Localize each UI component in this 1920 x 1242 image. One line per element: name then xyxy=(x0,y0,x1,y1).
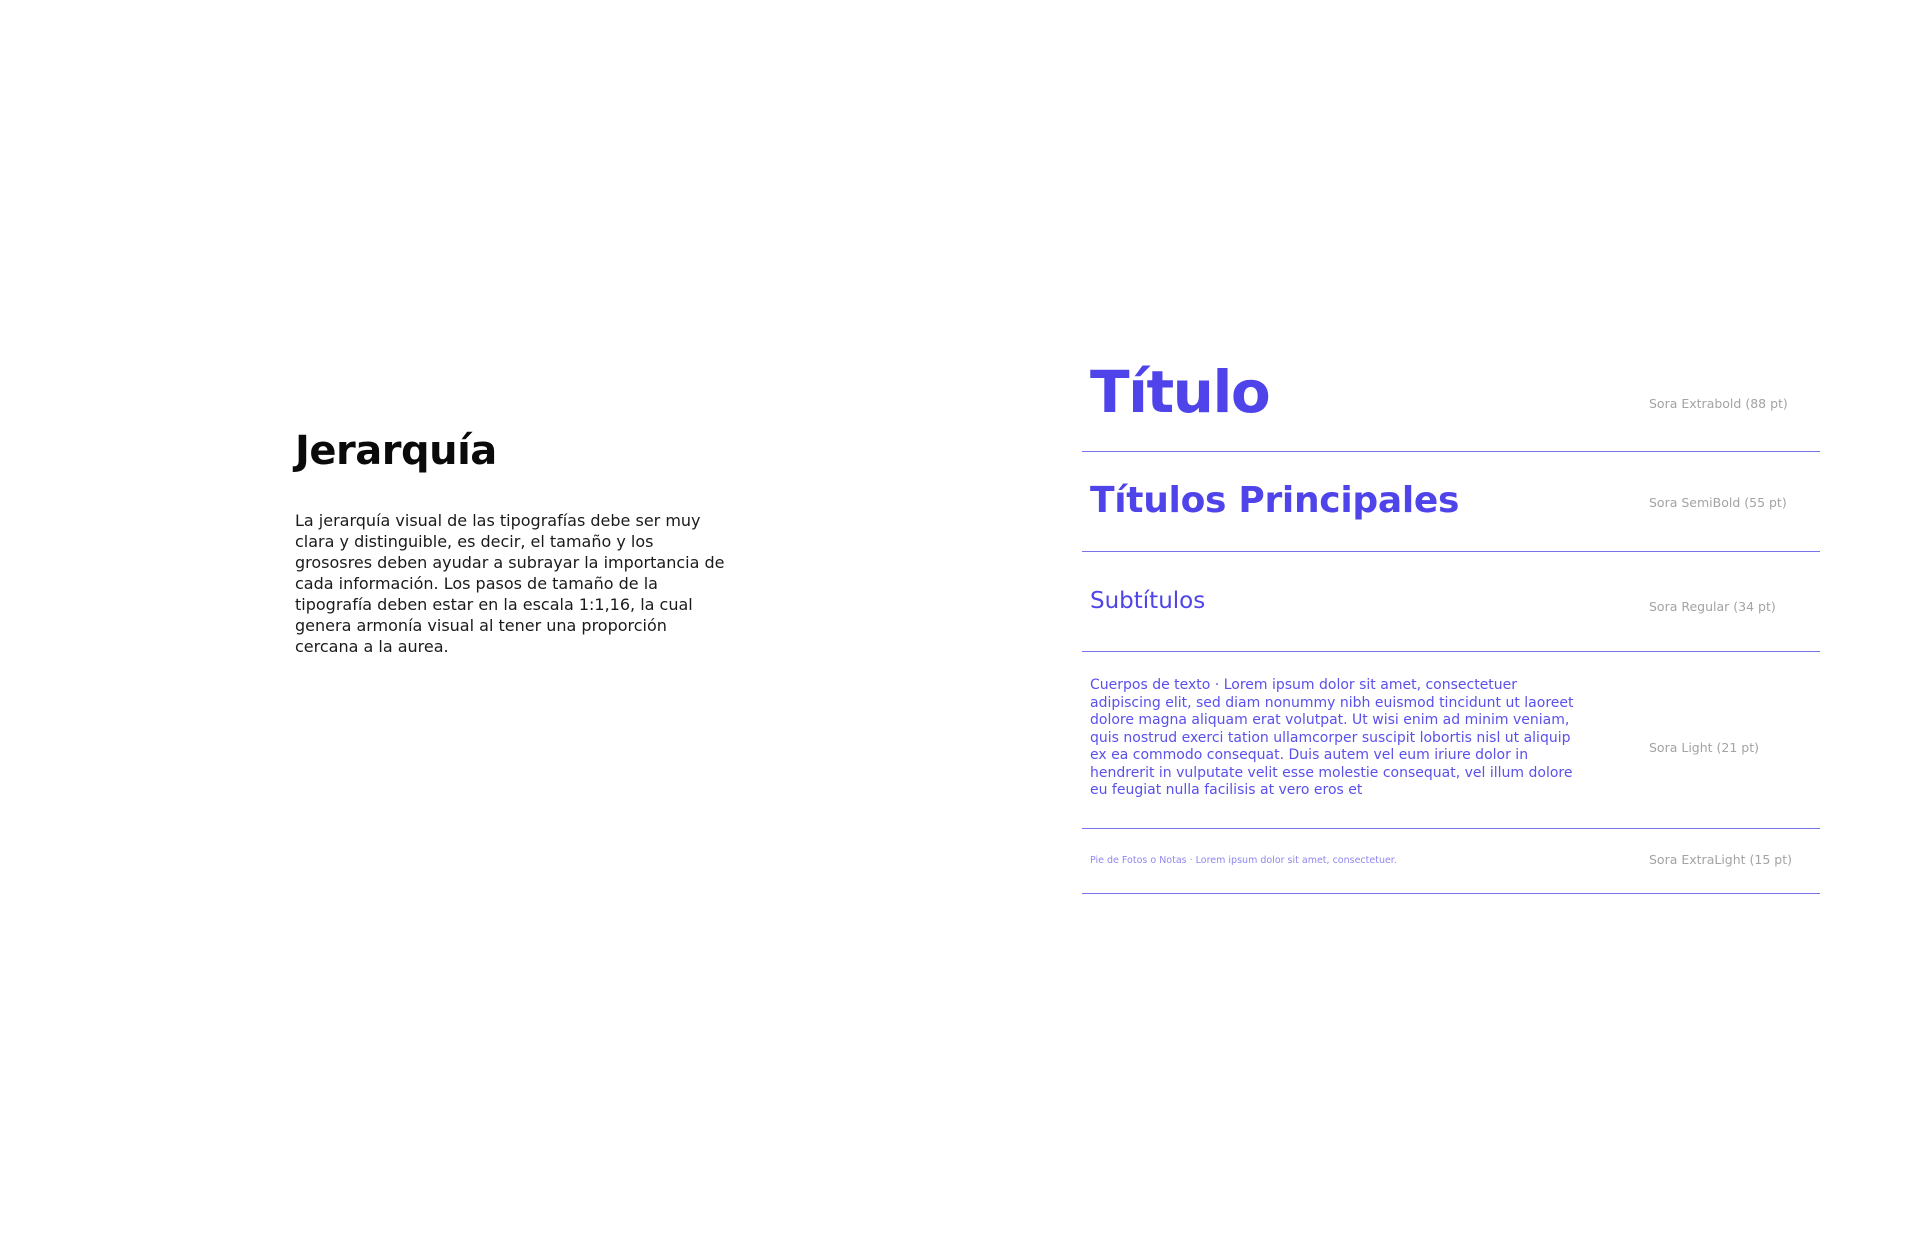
section-title: Jerarquía xyxy=(295,428,497,474)
type-sample-captions: Pie de Fotos o Notas · Lorem ipsum dolor sit amet, consectetuer. xyxy=(1090,855,1397,866)
type-row-body xyxy=(1082,652,1820,829)
type-spec-main-headings: Sora SemiBold (55 pt) xyxy=(1649,495,1787,510)
type-row-subtitles xyxy=(1082,552,1820,652)
type-spec-title: Sora Extrabold (88 pt) xyxy=(1649,396,1788,411)
type-sample-body: Cuerpos de texto · Lorem ipsum dolor sit amet, consectetuer adipiscing elit, sed diam nonummy nibh euismod tincidunt ut laoreet dolore magna aliquam erat volutpat. Ut wisi enim ad minim veniam, quis nostrud exerci tation ullamcorper suscipit lobortis nisl ut aliquip ex ea commodo consequat. Duis autem vel eum iriure dolor in hendrerit in vulputate velit esse molestie consequat, vel illum dolore eu feugiat nulla facilisis at vero eros et xyxy=(1090,677,1574,798)
type-row-captions xyxy=(1082,829,1820,894)
type-sample-main-headings: Títulos Principales xyxy=(1090,480,1460,521)
type-spec-body: Sora Light (21 pt) xyxy=(1649,740,1759,755)
type-row-main-headings xyxy=(1082,452,1820,552)
type-spec-captions: Sora ExtraLight (15 pt) xyxy=(1649,852,1792,867)
type-spec-subtitles: Sora Regular (34 pt) xyxy=(1649,599,1776,614)
type-sample-subtitles: Subtítulos xyxy=(1090,588,1206,614)
section-description: La jerarquía visual de las tipografías debe ser muy clara y distinguible, es decir, el tamaño y los grososres deben ayudar a subrayar la importancia de cada información. Los pasos de tamaño de la tipografía deben estar en la escala 1:1,16, la cual genera armonía visual al tener una proporción cercana a la aurea. xyxy=(295,511,725,656)
type-sample-title: Título xyxy=(1090,358,1270,426)
type-row-title xyxy=(1082,352,1820,452)
